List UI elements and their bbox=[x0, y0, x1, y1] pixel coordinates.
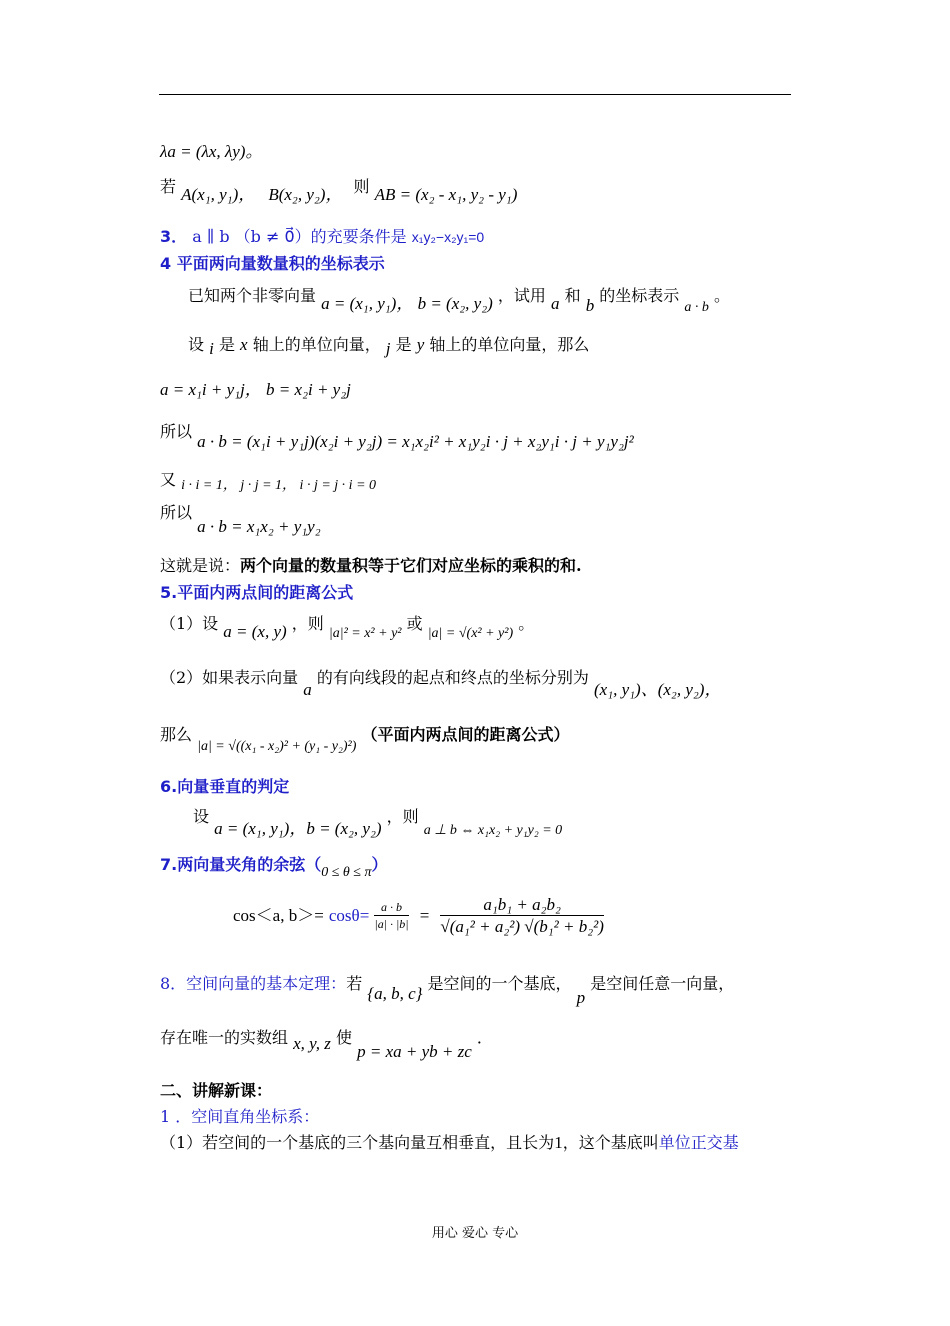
new-lesson-1-title: 1 ．空间直角坐标系： bbox=[160, 1107, 320, 1126]
text-is: 是 bbox=[218, 335, 235, 354]
ab-vector-formula: AB = (x₂ - x₁, y₂ - y₁) bbox=[374, 185, 518, 204]
text-x-axis-unit: 轴上的单位向量， bbox=[252, 335, 381, 354]
text-basis-called: ，这个基底叫 bbox=[562, 1133, 659, 1152]
text-let-1: （1）设 bbox=[160, 614, 219, 633]
text-y-axis-unit: 轴上的单位向量，那么 bbox=[429, 335, 590, 354]
section-5-part-1 bbox=[160, 614, 535, 641]
magnitude-sqrt: |a| = √(x² + y²) bbox=[427, 626, 514, 641]
text-arbitrary-vector: 是空间任意一向量， bbox=[590, 974, 735, 993]
dot-product-expansion: a · b = (x₁i + y₁j)(x₂i + y₂j) = x₁x₂i² + x₁y₂i · j + x₂y₁i · j + y₁y₂j² bbox=[197, 432, 634, 451]
text-then: ，则 bbox=[291, 614, 324, 633]
dot-product-ab: a · b bbox=[684, 300, 709, 315]
text-therefore-2: 所以 bbox=[160, 503, 193, 522]
text-then-6: ，则 bbox=[386, 807, 419, 826]
vector-a-xy: a = (x, y) bbox=[223, 622, 287, 641]
section-3 bbox=[160, 229, 484, 245]
number-one: 1 bbox=[554, 1133, 563, 1152]
conclusion-statement: 两个向量的数量积等于它们对应坐标的乘积的和. bbox=[240, 556, 582, 575]
section-8-title: 8．空间向量的基本定理： bbox=[160, 974, 347, 993]
text-if-8: 若 bbox=[346, 974, 363, 993]
text-is-basis: 是空间的一个基底， bbox=[427, 974, 572, 993]
section-4-para-1 bbox=[188, 286, 730, 315]
fraction-2-numerator: a₁b₁ + a₂b₂ bbox=[440, 896, 604, 916]
text-and: 和 bbox=[564, 286, 581, 305]
cosine-formula bbox=[233, 896, 604, 935]
var-a: a bbox=[550, 294, 560, 313]
section-7-title: 7.两向量夹角的余弦（ bbox=[160, 855, 322, 874]
unit-dot-line bbox=[160, 470, 377, 493]
section-7-title-line bbox=[160, 855, 388, 880]
text-try: ，试用 bbox=[497, 286, 546, 305]
fraction-1-denominator: |a| · |b| bbox=[374, 917, 409, 931]
section-5-part-2 bbox=[160, 668, 722, 699]
vectors-ab-6: a = (x₁, y₁)，b = (x₂, y₂) bbox=[214, 819, 382, 838]
section-4-title: 4 平面两向量数量积的坐标表示 bbox=[160, 254, 385, 273]
cos-angle-ab: cos＜a, b＞= bbox=[233, 906, 324, 925]
text-orthogonal-basis: （1）若空间的一个基底的三个基向量互相垂直，且长为 bbox=[160, 1133, 555, 1152]
text-therefore-1: 所以 bbox=[160, 422, 193, 441]
basis-decomposition: p = xa + yb + zc bbox=[357, 1042, 472, 1061]
distance-formula: |a| = √((x₁ - x₂)² + (y₁ - y₂)²) bbox=[197, 739, 357, 754]
distance-formula-label: （平面内两点间的距离公式） bbox=[361, 725, 570, 744]
section-6-title: 6.向量垂直的判定 bbox=[160, 777, 290, 796]
text-is-2: 是 bbox=[395, 335, 412, 354]
cos-theta: cosθ= bbox=[328, 906, 370, 925]
section-4-conclusion bbox=[160, 558, 582, 574]
text-start-end-coords: 的有向线段的起点和终点的坐标分别为 bbox=[316, 668, 589, 687]
var-xyz: x, y, z bbox=[293, 1034, 331, 1053]
vectors-ab-coords: a = (x₁, y₁)， b = (x₂, y₂) bbox=[321, 294, 493, 313]
point-a: A(x₁, y₁)， bbox=[181, 185, 256, 204]
basis-set: {a, b, c} bbox=[367, 984, 423, 1003]
punct-end-8: ． bbox=[476, 1028, 493, 1047]
punct-end-2: 。 bbox=[518, 614, 535, 633]
var-p: p bbox=[576, 988, 586, 1007]
endpoint-coords: (x₁, y₁)、(x₂, y₂)， bbox=[593, 680, 722, 699]
text-ruo: 若 bbox=[160, 177, 177, 196]
text-let: 设 bbox=[188, 335, 205, 354]
text-that-is: 这就是说： bbox=[160, 556, 241, 575]
section-3-number: 3． bbox=[160, 227, 188, 246]
fraction-2-denominator: √(a₁² + a₂²) √(b₁² + b₂²) bbox=[440, 917, 604, 936]
text-let-6: 设 bbox=[193, 807, 210, 826]
section-8-line-1 bbox=[160, 974, 735, 1007]
section-8-line-2 bbox=[160, 1028, 493, 1061]
unit-vector-decomposition: a = x₁i + y₁j， b = x₂i + y₂j bbox=[160, 380, 351, 399]
var-y: y bbox=[416, 335, 425, 354]
cosine-fraction-2 bbox=[440, 896, 604, 935]
text-or: 或 bbox=[406, 614, 423, 633]
section-3-condition: a ∥ b （b ≠ 0⃗）的充要条件是 bbox=[192, 227, 407, 246]
text-also: 又 bbox=[160, 470, 177, 489]
part-2-title: 二、讲解新课： bbox=[160, 1081, 273, 1100]
text-known-vectors: 已知两个非零向量 bbox=[188, 286, 317, 305]
dot-product-result: a · b = x₁x₂ + y₁y₂ bbox=[197, 517, 321, 536]
var-i: i bbox=[209, 339, 214, 358]
unit-dot-products: i · i = 1， j · j = 1， i · j = j · i = 0 bbox=[181, 478, 377, 493]
section-3-equation: x₁y₂−x₂y₁=0 bbox=[411, 229, 485, 245]
punct-end: 。 bbox=[713, 286, 730, 305]
new-lesson-1-para bbox=[160, 1134, 739, 1151]
header-rule bbox=[159, 94, 791, 95]
dot-product-result-line bbox=[160, 503, 321, 536]
text-unique-reals: 存在唯一的实数组 bbox=[160, 1028, 289, 1047]
magnitude-squared: |a|² = x² + y² bbox=[328, 626, 402, 641]
cosine-fraction-1 bbox=[374, 901, 408, 930]
section-7-title-close: ） bbox=[371, 855, 388, 874]
var-j: j bbox=[385, 339, 391, 358]
section-6-body bbox=[193, 807, 563, 838]
text-ze: 则 bbox=[353, 177, 370, 196]
var-x: x bbox=[240, 335, 248, 354]
text-coord-repr: 的坐标表示 bbox=[599, 286, 680, 305]
var-b: b bbox=[585, 296, 595, 315]
fraction-1-numerator: a · b bbox=[374, 901, 408, 916]
page-footer: 用心 爱心 专心 bbox=[431, 1226, 519, 1241]
var-a-2: a bbox=[303, 680, 312, 699]
point-b: B(x₂, y₂)， bbox=[268, 185, 343, 204]
dot-product-expansion-line bbox=[160, 422, 634, 451]
equals-sign: = bbox=[419, 906, 430, 925]
text-such-that: 使 bbox=[335, 1028, 352, 1047]
scalar-mult-formula: λa = (λx, λy)。 bbox=[160, 142, 263, 161]
ab-vector-line bbox=[160, 177, 518, 204]
perpendicular-condition: a ⊥ b ⇔ x₁x₂ + y₁y₂ = 0 bbox=[423, 823, 563, 838]
section-5-part-3 bbox=[160, 725, 570, 754]
term-orthonormal-basis: 单位正交基 bbox=[658, 1133, 739, 1152]
text-if-vector: （2）如果表示向量 bbox=[160, 668, 299, 687]
section-4-para-2 bbox=[188, 335, 590, 358]
text-then-2: 那么 bbox=[160, 725, 193, 744]
section-5-title: 5.平面内两点间的距离公式 bbox=[160, 583, 354, 602]
theta-range: 0 ≤ θ ≤ π bbox=[321, 865, 372, 880]
